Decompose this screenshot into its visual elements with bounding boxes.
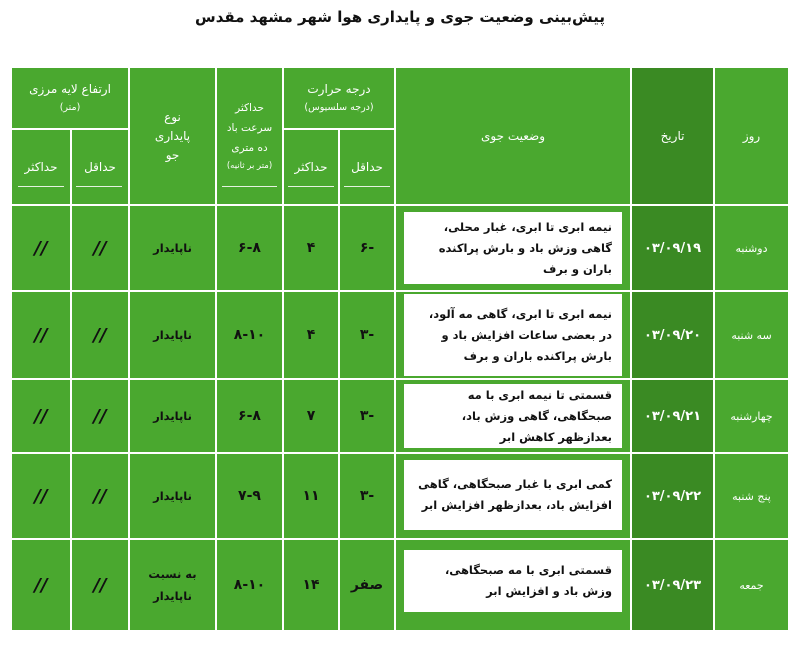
row-day: جمعه bbox=[739, 578, 764, 592]
header-temperature-unit: (درجه سلسیوس) bbox=[304, 102, 374, 113]
header-day: روز bbox=[742, 128, 761, 143]
row-boundary-min: // bbox=[93, 574, 107, 596]
row-wind: ۶-۸ bbox=[238, 408, 261, 424]
row-stability: ناپایدار bbox=[153, 409, 192, 423]
row-day: سه شنبه bbox=[731, 328, 772, 342]
header-underline bbox=[222, 186, 277, 187]
header-temperature-label: درجه حرارت bbox=[307, 82, 371, 96]
header-date: تاریخ bbox=[660, 128, 685, 143]
row-temp-min: -۳ bbox=[359, 408, 375, 424]
row-weather: کمی ابری با غبار صبحگاهی، گاهی افزایش باد، بعدازظهر افزایش ابر bbox=[404, 460, 622, 530]
row-boundary-min: // bbox=[93, 324, 107, 346]
row-stability: به نسبت ناپایدار bbox=[148, 567, 197, 603]
header-temp-max: حداکثر bbox=[294, 159, 328, 174]
header-wind-line3: ده متری bbox=[231, 141, 268, 154]
header-boundary-max: حداکثر bbox=[24, 159, 58, 174]
row-wind: ۷-۹ bbox=[238, 488, 261, 504]
row-temp-min: -۳ bbox=[359, 488, 375, 504]
col-divider bbox=[394, 68, 396, 630]
row-date: ۰۳/۰۹/۲۰ bbox=[643, 327, 702, 343]
header-weather: وضعیت جوی bbox=[481, 128, 546, 143]
row-boundary-max: // bbox=[34, 405, 48, 427]
row-day: پنج شنبه bbox=[732, 489, 771, 503]
row-wind: ۸-۱۰ bbox=[233, 577, 266, 593]
header-boundary-min: حداقل bbox=[84, 159, 116, 174]
row-temp-max: ۴ bbox=[306, 240, 316, 256]
row-weather: نیمه ابری تا ابری، غبار محلی، گاهی وزش باد و بارش پراکنده باران و برف bbox=[404, 212, 622, 284]
row-weather: قسمتی تا نیمه ابری با مه صبحگاهی، گاهی وزش باد، بعدازظهر کاهش ابر bbox=[404, 384, 622, 448]
row-boundary-max: // bbox=[34, 237, 48, 259]
header-wind-line2: سرعت باد bbox=[226, 121, 273, 134]
row-temp-max: ۱۴ bbox=[302, 577, 320, 593]
row-weather: قسمتی ابری با مه صبحگاهی، وزش باد و افزایش ابر bbox=[404, 550, 622, 612]
header-boundary-label: ارتفاع لایه مرزی bbox=[29, 82, 111, 96]
row-boundary-max: // bbox=[34, 324, 48, 346]
header-boundary bbox=[12, 68, 128, 128]
row-day: دوشنبه bbox=[735, 241, 768, 255]
row-temp-min: -۳ bbox=[359, 327, 375, 343]
header-temperature bbox=[284, 68, 394, 128]
page-title: پیش‌بینی وضعیت جوی و پایداری هوا شهر مشهد مقدس bbox=[195, 8, 605, 26]
row-temp-max: ۴ bbox=[306, 327, 316, 343]
header-boundary-unit: (متر) bbox=[59, 102, 81, 113]
row-boundary-min: // bbox=[93, 237, 107, 259]
row-date: ۰۳/۰۹/۱۹ bbox=[643, 240, 702, 256]
row-day: چهارشنبه bbox=[730, 409, 773, 423]
row-date: ۰۳/۰۹/۲۱ bbox=[643, 408, 702, 424]
header-underline bbox=[288, 186, 334, 187]
row-stability: ناپایدار bbox=[153, 328, 192, 342]
header-underline bbox=[344, 186, 390, 187]
header-temp-min: حداقل bbox=[351, 159, 383, 174]
header-wind-line1: حداکثر bbox=[235, 101, 264, 114]
row-wind: ۸-۱۰ bbox=[233, 327, 266, 343]
row-temp-min: صفر bbox=[350, 577, 384, 593]
row-weather: نیمه ابری تا ابری، گاهی مه آلود، در بعضی ساعات افزایش باد و بارش پراکنده باران و برف bbox=[404, 294, 622, 376]
forecast-table bbox=[12, 68, 788, 630]
header-wind bbox=[217, 68, 282, 204]
header-underline bbox=[18, 186, 64, 187]
row-stability: ناپایدار bbox=[153, 489, 192, 503]
header-stability: نوع پایداری جو bbox=[154, 109, 191, 162]
row-boundary-max: // bbox=[34, 574, 48, 596]
row-temp-min: -۶ bbox=[359, 240, 375, 256]
row-boundary-min: // bbox=[93, 405, 107, 427]
row-stability: ناپایدار bbox=[153, 241, 192, 255]
row-wind: ۶-۸ bbox=[238, 240, 261, 256]
header-wind-unit: (متر بر ثانیه) bbox=[226, 160, 273, 171]
row-date: ۰۳/۰۹/۲۳ bbox=[643, 577, 702, 593]
row-boundary-max: // bbox=[34, 485, 48, 507]
row-boundary-min: // bbox=[93, 485, 107, 507]
row-temp-max: ۷ bbox=[306, 408, 316, 424]
row-temp-max: ۱۱ bbox=[302, 488, 320, 504]
row-date: ۰۳/۰۹/۲۲ bbox=[643, 488, 702, 504]
header-underline bbox=[76, 186, 122, 187]
